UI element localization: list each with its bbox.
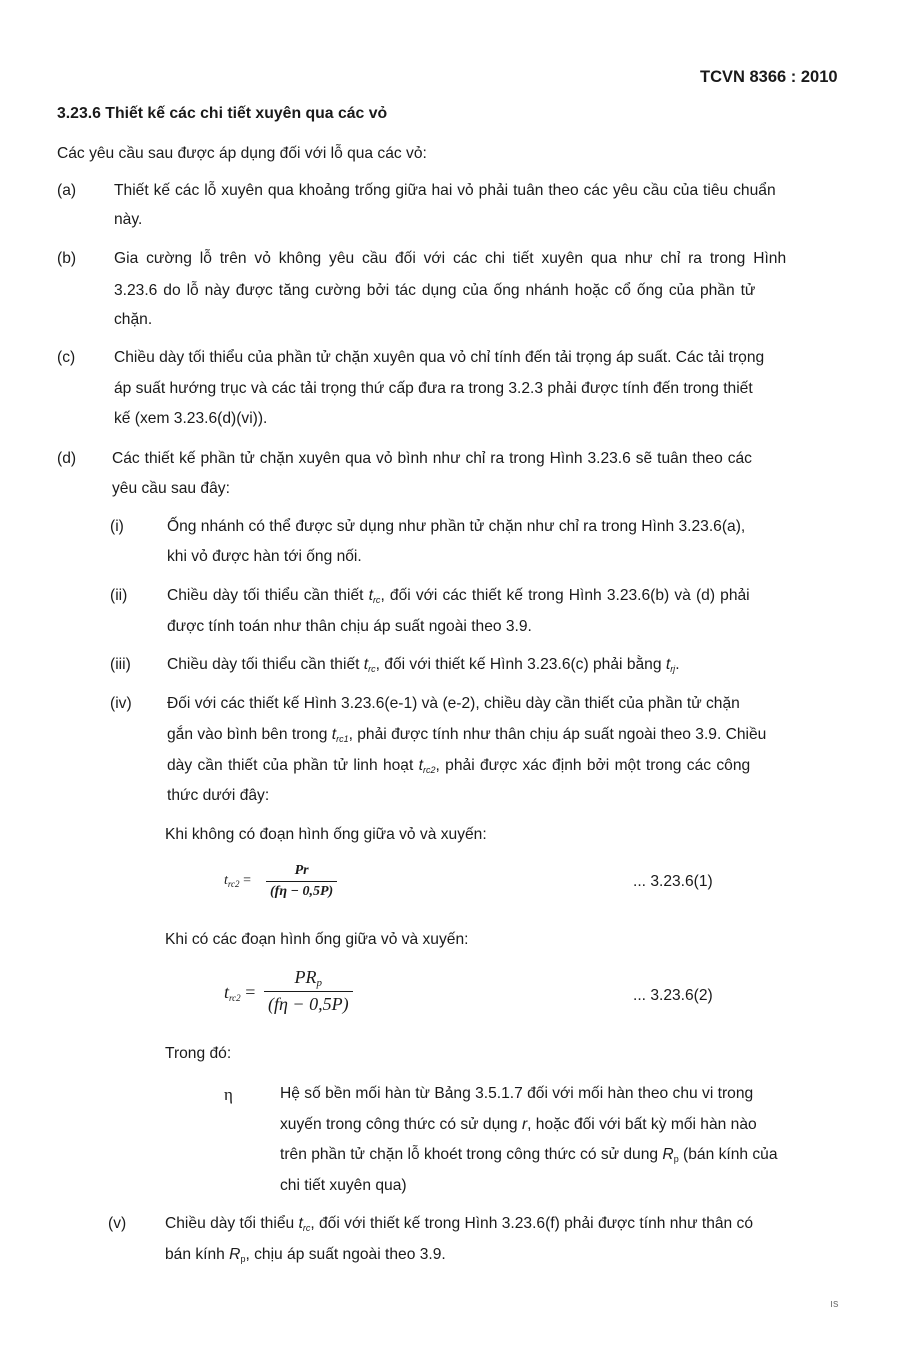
eta-symbol: η bbox=[224, 1085, 233, 1104]
eta-line4: chi tiết xuyên qua) bbox=[280, 1177, 407, 1194]
subitem-iv-line1: Đối với các thiết kế Hình 3.23.6(e-1) và (e-2), chiều dày cần thiết của phần tử chặn bbox=[167, 695, 740, 712]
subitem-v-line2: bán kính $R_p$, chịu áp suất ngoài theo 3.9. bbox=[165, 1246, 446, 1264]
eta-line2: xuyến trong công thức có sử dụng r, hoặc đối với bất kỳ mối hàn nào bbox=[280, 1116, 757, 1133]
eq1-denominator: (fη − 0,5P) bbox=[266, 881, 337, 900]
subitem-i-line2: khi vỏ được hàn tới ống nối. bbox=[167, 548, 362, 565]
eq2-fraction bbox=[264, 967, 353, 1015]
subitem-v-label: (v) bbox=[108, 1215, 127, 1232]
eq1-lhs: $t_{rc2}$ = bbox=[224, 873, 251, 889]
eta-line1: Hệ số bền mối hàn từ Bảng 3.5.1.7 đối với mối hàn theo chu vi trong bbox=[280, 1085, 754, 1102]
subitem-i-line1: Ống nhánh có thể được sử dụng như phần tử chặn như chỉ ra trong Hình 3.23.6(a), bbox=[167, 518, 746, 535]
subitem-ii-label: (ii) bbox=[110, 587, 128, 604]
eq2-denominator: (fη − 0,5P) bbox=[264, 991, 353, 1015]
section-heading: 3.23.6 Thiết kế các chi tiết xuyên qua các vỏ bbox=[57, 105, 388, 122]
item-d-line2: yêu cầu sau đây: bbox=[112, 480, 230, 497]
eq2-numerator: $PR_p$ bbox=[294, 967, 323, 989]
subitem-iv-line4: thức dưới đây: bbox=[167, 787, 270, 804]
eq2-lhs: $t_{rc2}$ = bbox=[224, 982, 256, 1003]
page-mark: ıs bbox=[830, 1298, 839, 1310]
item-b-line3: chặn. bbox=[114, 311, 153, 328]
item-b-label: (b) bbox=[57, 250, 77, 267]
item-a-line1: Thiết kế các lỗ xuyên qua khoảng trống giữa hai vỏ phải tuân theo các yêu cầu của tiêu chuẩn bbox=[114, 182, 776, 199]
subitem-iv-case1: Khi không có đoạn hình ống giữa vỏ và xuyến: bbox=[165, 826, 487, 843]
eq1-fraction bbox=[266, 863, 337, 900]
item-b-line1: Gia cường lỗ trên vỏ không yêu cầu đối với các chi tiết xuyên qua như chỉ ra trong Hình bbox=[114, 250, 787, 267]
subitem-iv-label: (iv) bbox=[110, 695, 132, 712]
subitem-iv-line2: gắn vào bình bên trong $t_{rc1}$, phải được tính như thân chịu áp suất ngoài theo 3.9. Chiều bbox=[167, 726, 767, 744]
subitem-iv-case2: Khi có các đoạn hình ống giữa vỏ và xuyến: bbox=[165, 931, 469, 948]
subitem-iii-label: (iii) bbox=[110, 656, 131, 673]
item-d-line1: Các thiết kế phần tử chặn xuyên qua vỏ bình như chỉ ra trong Hình 3.23.6 sẽ tuân theo các bbox=[112, 450, 752, 467]
eq1-number: ... 3.23.6(1) bbox=[633, 873, 713, 890]
subitem-iv-line3: dày cần thiết của phần tử linh hoạt $t_{rc2}$, phải được xác định bởi một trong các công bbox=[167, 757, 751, 775]
subitem-ii-line1: Chiều dày tối thiểu cần thiết $t_{rc}$, đối với các thiết kế trong Hình 3.23.6(b) và (d) phải bbox=[167, 587, 750, 605]
item-d-label: (d) bbox=[57, 450, 77, 467]
subitem-i-label: (i) bbox=[110, 518, 124, 535]
eq2-number: ... 3.23.6(2) bbox=[633, 987, 713, 1004]
item-c-label: (c) bbox=[57, 349, 76, 366]
standard-number: TCVN 8366 : 2010 bbox=[700, 68, 838, 86]
subitem-ii-line2: được tính toán như thân chịu áp suất ngoài theo 3.9. bbox=[167, 618, 532, 635]
item-a-line2: này. bbox=[114, 211, 143, 228]
eta-line3: trên phần tử chặn lỗ khoét trong công thức có sử dung $R_p$ (bán kính của bbox=[280, 1146, 778, 1164]
subitem-v-line1: Chiều dày tối thiểu $t_{rc}$, đối với thiết kế trong Hình 3.23.6(f) phải được tính như thân có bbox=[165, 1215, 754, 1233]
item-c-line2: áp suất hướng trục và các tải trọng thứ cấp đưa ra trong 3.2.3 phải được tính đến trong thiết bbox=[114, 380, 753, 397]
item-a-label: (a) bbox=[57, 182, 77, 199]
item-c-line1: Chiều dày tối thiểu của phần tử chặn xuyên qua vỏ chỉ tính đến tải trọng áp suất. Các tải trọng bbox=[114, 349, 765, 366]
subitem-iii-line1: Chiều dày tối thiểu cần thiết $t_{rc}$, đối với thiết kế Hình 3.23.6(c) phải bằng $t_{rj}$. bbox=[167, 656, 680, 674]
item-c-line3: kế (xem 3.23.6(d)(vi)). bbox=[114, 410, 268, 427]
item-b-line2: 3.23.6 do lỗ này được tăng cường bởi tác dụng của ống nhánh hoặc cổ ống của phần tử bbox=[114, 282, 756, 299]
where-label: Trong đó: bbox=[165, 1045, 232, 1062]
eq1-numerator: Pr bbox=[294, 863, 309, 878]
section-intro: Các yêu cầu sau được áp dụng đối với lỗ qua các vỏ: bbox=[57, 145, 427, 162]
